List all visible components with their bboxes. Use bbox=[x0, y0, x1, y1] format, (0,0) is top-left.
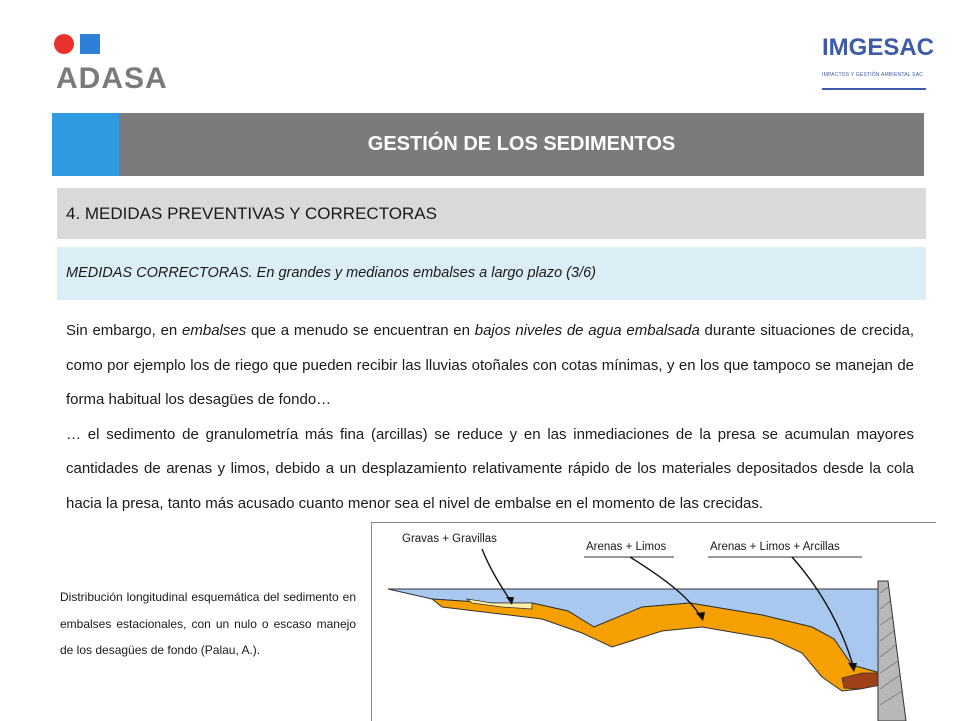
p1-emphasis-2: bajos niveles de agua embalsada bbox=[474, 322, 700, 339]
title-accent-block bbox=[52, 113, 119, 176]
dam-structure bbox=[878, 581, 906, 721]
page-title: GESTIÓN DE LOS SEDIMENTOS bbox=[367, 133, 676, 155]
p1-text-c: durante situaciones de crecida, como por ejemplo los de riego que pueden recibir las lluvias otoñales con cotas mínimas, y en los que tampoco se manejan de forma habitual los desagües de fondo… bbox=[66, 322, 914, 408]
body-text bbox=[66, 314, 914, 521]
p1-emphasis-1: embalses bbox=[182, 322, 247, 339]
imgesac-wordmark: IMGESAC bbox=[822, 34, 935, 61]
imgesac-logo bbox=[822, 34, 935, 96]
p1-text-a: Sin embargo, en bbox=[66, 322, 183, 339]
paragraph-2: … el sedimento de granulometría más fina (arcillas) se reduce y en las inmediaciones de la presa se acumulan mayores cantidades de arenas y limos, debido a un desplazamiento relativamente rápido de los materiales depositados desde la cola hacia la presa, tanto más acusado cuanto menor sea el nivel de embalse en el momento de las crecidas. bbox=[66, 425, 914, 512]
label-arenas-limos: Arenas + Limos bbox=[586, 541, 667, 553]
adasa-logo bbox=[54, 34, 174, 94]
imgesac-underline bbox=[822, 88, 926, 90]
title-bar bbox=[52, 113, 924, 176]
sediment-diagram bbox=[371, 522, 936, 721]
label-arenas-limos-arcillas: Arenas + Limos + Arcillas bbox=[710, 541, 840, 553]
logo-blue-square bbox=[80, 34, 100, 54]
logo-red-circle bbox=[54, 34, 74, 54]
label-gravas-gravillas: Gravas + Gravillas bbox=[402, 533, 497, 545]
adasa-wordmark: ADASA bbox=[56, 62, 168, 95]
imgesac-tagline: IMPACTOS Y GESTIÓN AMBIENTAL SAC bbox=[822, 72, 924, 78]
section-heading-bar bbox=[57, 188, 926, 239]
p1-text-b: que a menudo se encuentran en bbox=[246, 322, 475, 339]
section-heading: 4. MEDIDAS PREVENTIVAS Y CORRECTORAS bbox=[66, 204, 437, 223]
subsection-heading: MEDIDAS CORRECTORAS. En grandes y medianos embalses a largo plazo (3/6) bbox=[66, 265, 597, 281]
figure-caption: Distribución longitudinal esquemática del sedimento en embalses estacionales, con un nulo o escaso manejo de los desagües de fondo (Palau, A.). bbox=[60, 590, 356, 657]
paragraph-1 bbox=[66, 314, 914, 418]
subsection-heading-bar bbox=[57, 247, 926, 300]
